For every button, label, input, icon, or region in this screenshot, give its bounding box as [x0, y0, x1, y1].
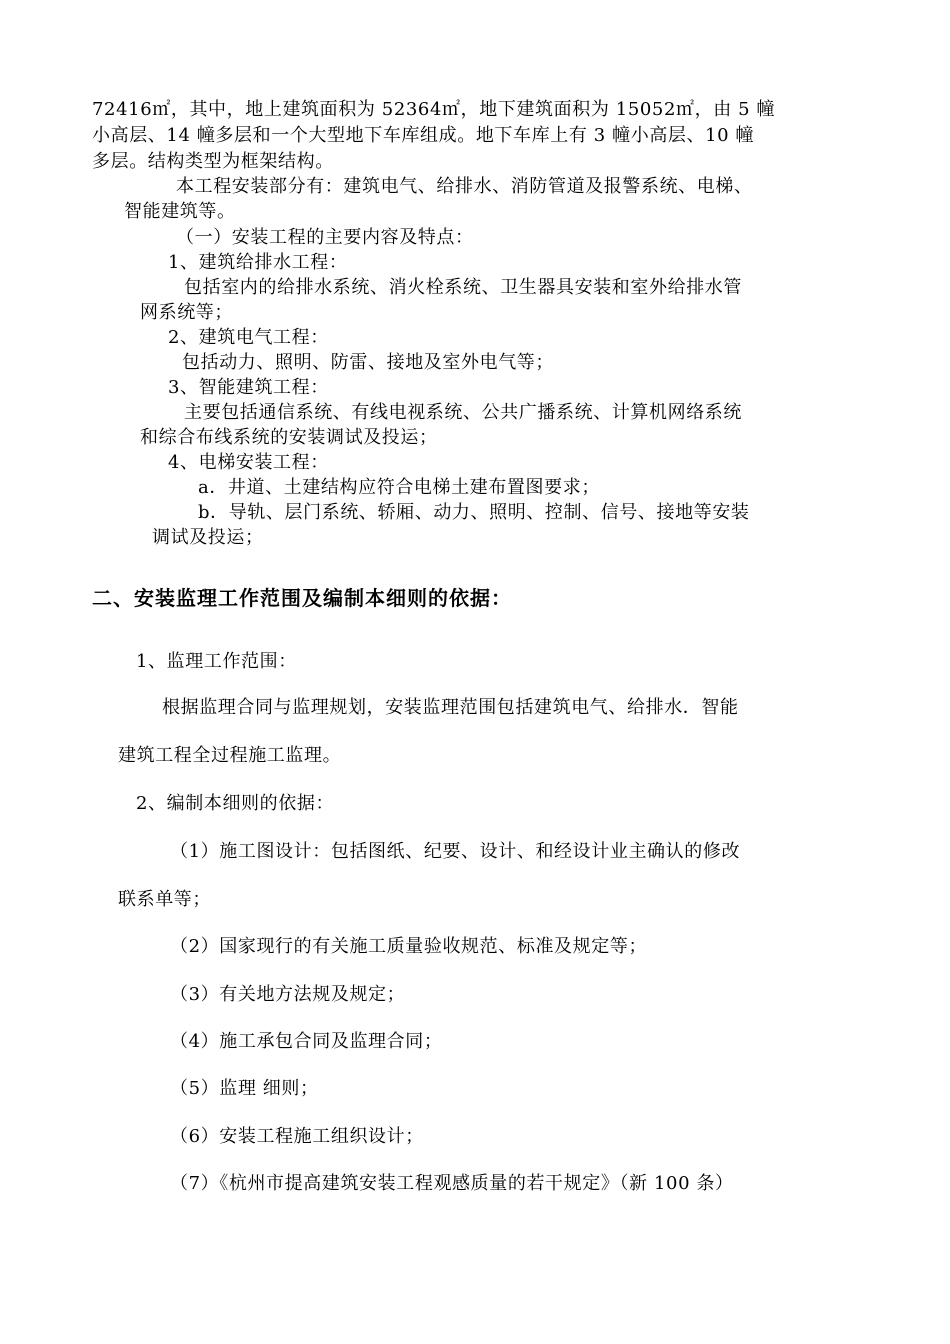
section1-heading: （一）安装工程的主要内容及特点：	[176, 227, 474, 248]
overview-line: 智能建筑等。	[124, 201, 236, 222]
overview-line: 小高层、14 幢多层和一个大型地下车库组成。地下车库上有 3 幢小高层、10 幢	[92, 125, 755, 146]
basis-item: （1）施工图设计：包括图纸、纪要、设计、和经设计业主确认的修改	[170, 841, 741, 862]
basis-item: 联系单等；	[118, 889, 211, 910]
basis-item: （7）《杭州市提高建筑安装工程观感质量的若干规定》（新 100 条）	[170, 1173, 734, 1194]
section1-item: 1、建筑给排水工程：	[168, 252, 348, 273]
scope-text: 根据监理合同与监理规划，安装监理范围包括建筑电气、给排水．智能	[162, 697, 739, 718]
basis-item: （2）国家现行的有关施工质量验收规范、标准及规定等；	[170, 936, 648, 957]
section1-item: 调试及投运；	[152, 527, 264, 548]
section1-item: 网系统等；	[140, 302, 233, 323]
overview-line: 多层。结构类型为框架结构。	[92, 151, 334, 172]
scope-heading: 1、监理工作范围：	[136, 651, 297, 672]
section1-item: 和综合布线系统的安装调试及投运；	[140, 427, 438, 448]
overview-line: 72416㎡，其中，地上建筑面积为 52364㎡，地下建筑面积为 15052㎡，由 5 幢	[92, 99, 776, 120]
basis-item: （6）安装工程施工组织设计；	[170, 1126, 424, 1147]
section1-item: b．导轨、层门系统、轿厢、动力、照明、控制、信号、接地等安装	[198, 502, 750, 523]
section2-title: 二、安装监理工作范围及编制本细则的依据：	[92, 586, 512, 610]
scope-text: 建筑工程全过程施工监理。	[118, 745, 342, 766]
basis-heading: 2、编制本细则的依据：	[136, 793, 335, 814]
basis-item: （4）施工承包合同及监理合同；	[170, 1031, 443, 1052]
section1-item: 3、智能建筑工程：	[168, 377, 329, 398]
section1-item: 包括动力、照明、防雷、接地及室外电气等；	[182, 352, 554, 373]
section1-item: 包括室内的给排水系统、消火栓系统、卫生器具安装和室外给排水管	[184, 277, 742, 298]
basis-item: （3）有关地方法规及规定；	[170, 984, 406, 1005]
section1-item: 主要包括通信系统、有线电视系统、公共广播系统、计算机网络系统	[184, 402, 742, 423]
section1-item: 2、建筑电气工程：	[168, 327, 329, 348]
basis-item: （5）监理 细则；	[170, 1078, 319, 1099]
section1-item: a．井道、土建结构应符合电梯土建布置图要求；	[198, 477, 600, 498]
section1-item: 4、电梯安装工程：	[168, 452, 329, 473]
overview-line: 本工程安装部分有：建筑电气、给排水、消防管道及报警系统、电梯、	[176, 176, 753, 197]
